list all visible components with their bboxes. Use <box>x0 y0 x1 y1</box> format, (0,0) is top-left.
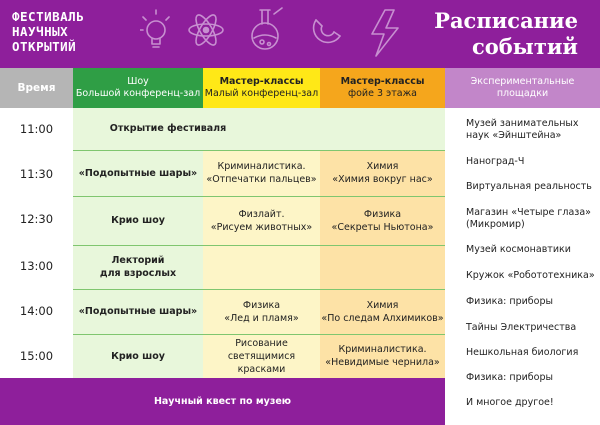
event-subject: Рисование <box>235 337 288 349</box>
column-header-master1 <box>203 68 320 108</box>
column-header-show-title: Шоу <box>127 76 149 87</box>
experimental-item <box>466 181 596 193</box>
column-header-time-label: Время <box>17 82 56 94</box>
header-banner <box>0 0 600 68</box>
column-header-master1-title: Мастер-классы <box>219 76 304 87</box>
experimental-item <box>466 347 596 359</box>
event-subject: Физика <box>242 299 281 311</box>
event-subject: Химия <box>366 299 399 311</box>
experimental-item-line: (Микромир) <box>466 219 525 230</box>
experimental-item-line: Музей космонавтики <box>466 244 571 255</box>
column-header-show <box>73 68 203 108</box>
lightbulb-icon <box>140 10 169 47</box>
experimental-item-line: наук «Эйнштейна» <box>466 130 562 141</box>
event-show <box>73 150 203 196</box>
event-title: Крио шоу <box>111 215 165 226</box>
column-header-time <box>0 68 73 108</box>
experimental-item-line: Кружок «Робототехника» <box>466 270 595 281</box>
quest-banner-label: Научный квест по музею <box>153 396 292 407</box>
atom-icon <box>189 12 223 47</box>
event-title: Открытие фестиваля <box>109 122 227 134</box>
event-title: «Отпечатки пальцев» <box>206 174 317 185</box>
page-title <box>378 8 578 60</box>
event-master2 <box>320 196 445 245</box>
event-show <box>73 196 203 245</box>
experimental-item <box>466 156 596 168</box>
event-subject: Криминалистика. <box>338 344 427 355</box>
event-subject: Физлайт. <box>238 208 285 220</box>
time-slot: 15:00 <box>19 349 54 363</box>
event-master1 <box>203 289 320 334</box>
event-title: светящимися красками <box>227 350 296 375</box>
experimental-item-line: Виртуальная реальность <box>466 181 592 192</box>
event-title: «Лед и пламя» <box>224 312 299 324</box>
event-master2 <box>320 289 445 334</box>
time-slot: 12:30 <box>19 212 54 226</box>
event-master1 <box>203 334 320 378</box>
column-header-experimental-line2: площадки <box>496 88 549 99</box>
time-column <box>0 108 73 378</box>
event-subject: Химия <box>366 161 399 172</box>
event-title-line1: Лекторий <box>111 255 165 266</box>
event-title: «Невидимые чернила» <box>325 357 440 368</box>
event-title: Крио шоу <box>111 350 165 362</box>
title-line-2: событий <box>471 34 578 59</box>
event-title: «Химия вокруг нас» <box>332 174 433 185</box>
logo-line-1: ФЕСТИВАЛЬ <box>12 9 85 24</box>
event-show <box>73 334 203 378</box>
experimental-item-line: Физика: приборы <box>466 372 553 383</box>
experimental-item <box>466 270 596 282</box>
flask-icon <box>252 8 282 49</box>
event-master1 <box>203 196 320 245</box>
experimental-item <box>466 372 596 384</box>
event-opening <box>73 118 263 138</box>
experimental-item-line: Магазин «Четыре глаза» <box>466 207 591 218</box>
magnet-icon <box>314 20 340 42</box>
experimental-item <box>466 207 596 231</box>
column-header-experimental <box>445 68 600 108</box>
column-header-master2-subtitle: фойе 3 этажа <box>348 88 417 99</box>
experimental-item <box>466 244 596 256</box>
experimental-item-line: Нешкольная биология <box>466 347 579 358</box>
time-slot: 11:00 <box>19 122 54 136</box>
event-title: «Рисуем животных» <box>210 221 313 233</box>
event-show <box>73 245 203 289</box>
event-master2 <box>320 334 445 378</box>
event-title: «Секреты Ньютона» <box>331 221 434 233</box>
quest-banner <box>0 378 445 425</box>
event-master1 <box>203 150 320 196</box>
event-title-line2: для взрослых <box>99 268 177 279</box>
logo-line-2: НАУЧНЫХ <box>12 24 69 39</box>
event-show <box>73 289 203 334</box>
event-title: «Подопытные шары» <box>78 167 198 179</box>
time-slot: 13:00 <box>19 259 54 273</box>
logo-line-3: ОТКРЫТИЙ <box>12 39 77 54</box>
experimental-item <box>466 397 596 409</box>
experimental-item <box>466 322 596 334</box>
column-header-master2 <box>320 68 445 108</box>
time-slot: 14:00 <box>19 304 54 318</box>
event-master2 <box>320 150 445 196</box>
column-header-master2-title: Мастер-классы <box>340 76 425 87</box>
title-line-1: Расписание <box>434 8 578 33</box>
column-header-master1-subtitle: Малый конференц-зал <box>204 88 319 99</box>
event-title: «Подопытные шары» <box>78 306 198 317</box>
event-title: «По следам Алхимиков» <box>321 312 444 324</box>
experimental-item-line: Тайны Электричества <box>466 322 577 333</box>
time-slot: 11:30 <box>19 167 54 181</box>
experimental-item-line: Музей занимательных <box>466 118 579 129</box>
experimental-item-line: И многое другое! <box>466 397 554 408</box>
experimental-item-line: Наноград-Ч <box>466 156 525 167</box>
column-header-show-subtitle: Большой конференц-зал <box>75 88 201 99</box>
column-header-experimental-line1: Экспериментальные <box>470 76 575 87</box>
festival-logo <box>12 9 84 54</box>
experimental-item <box>466 296 596 308</box>
experimental-item <box>466 118 596 142</box>
event-subject: Физика <box>363 208 402 220</box>
event-subject: Криминалистика. <box>217 161 306 172</box>
experimental-item-line: Физика: приборы <box>466 296 553 307</box>
